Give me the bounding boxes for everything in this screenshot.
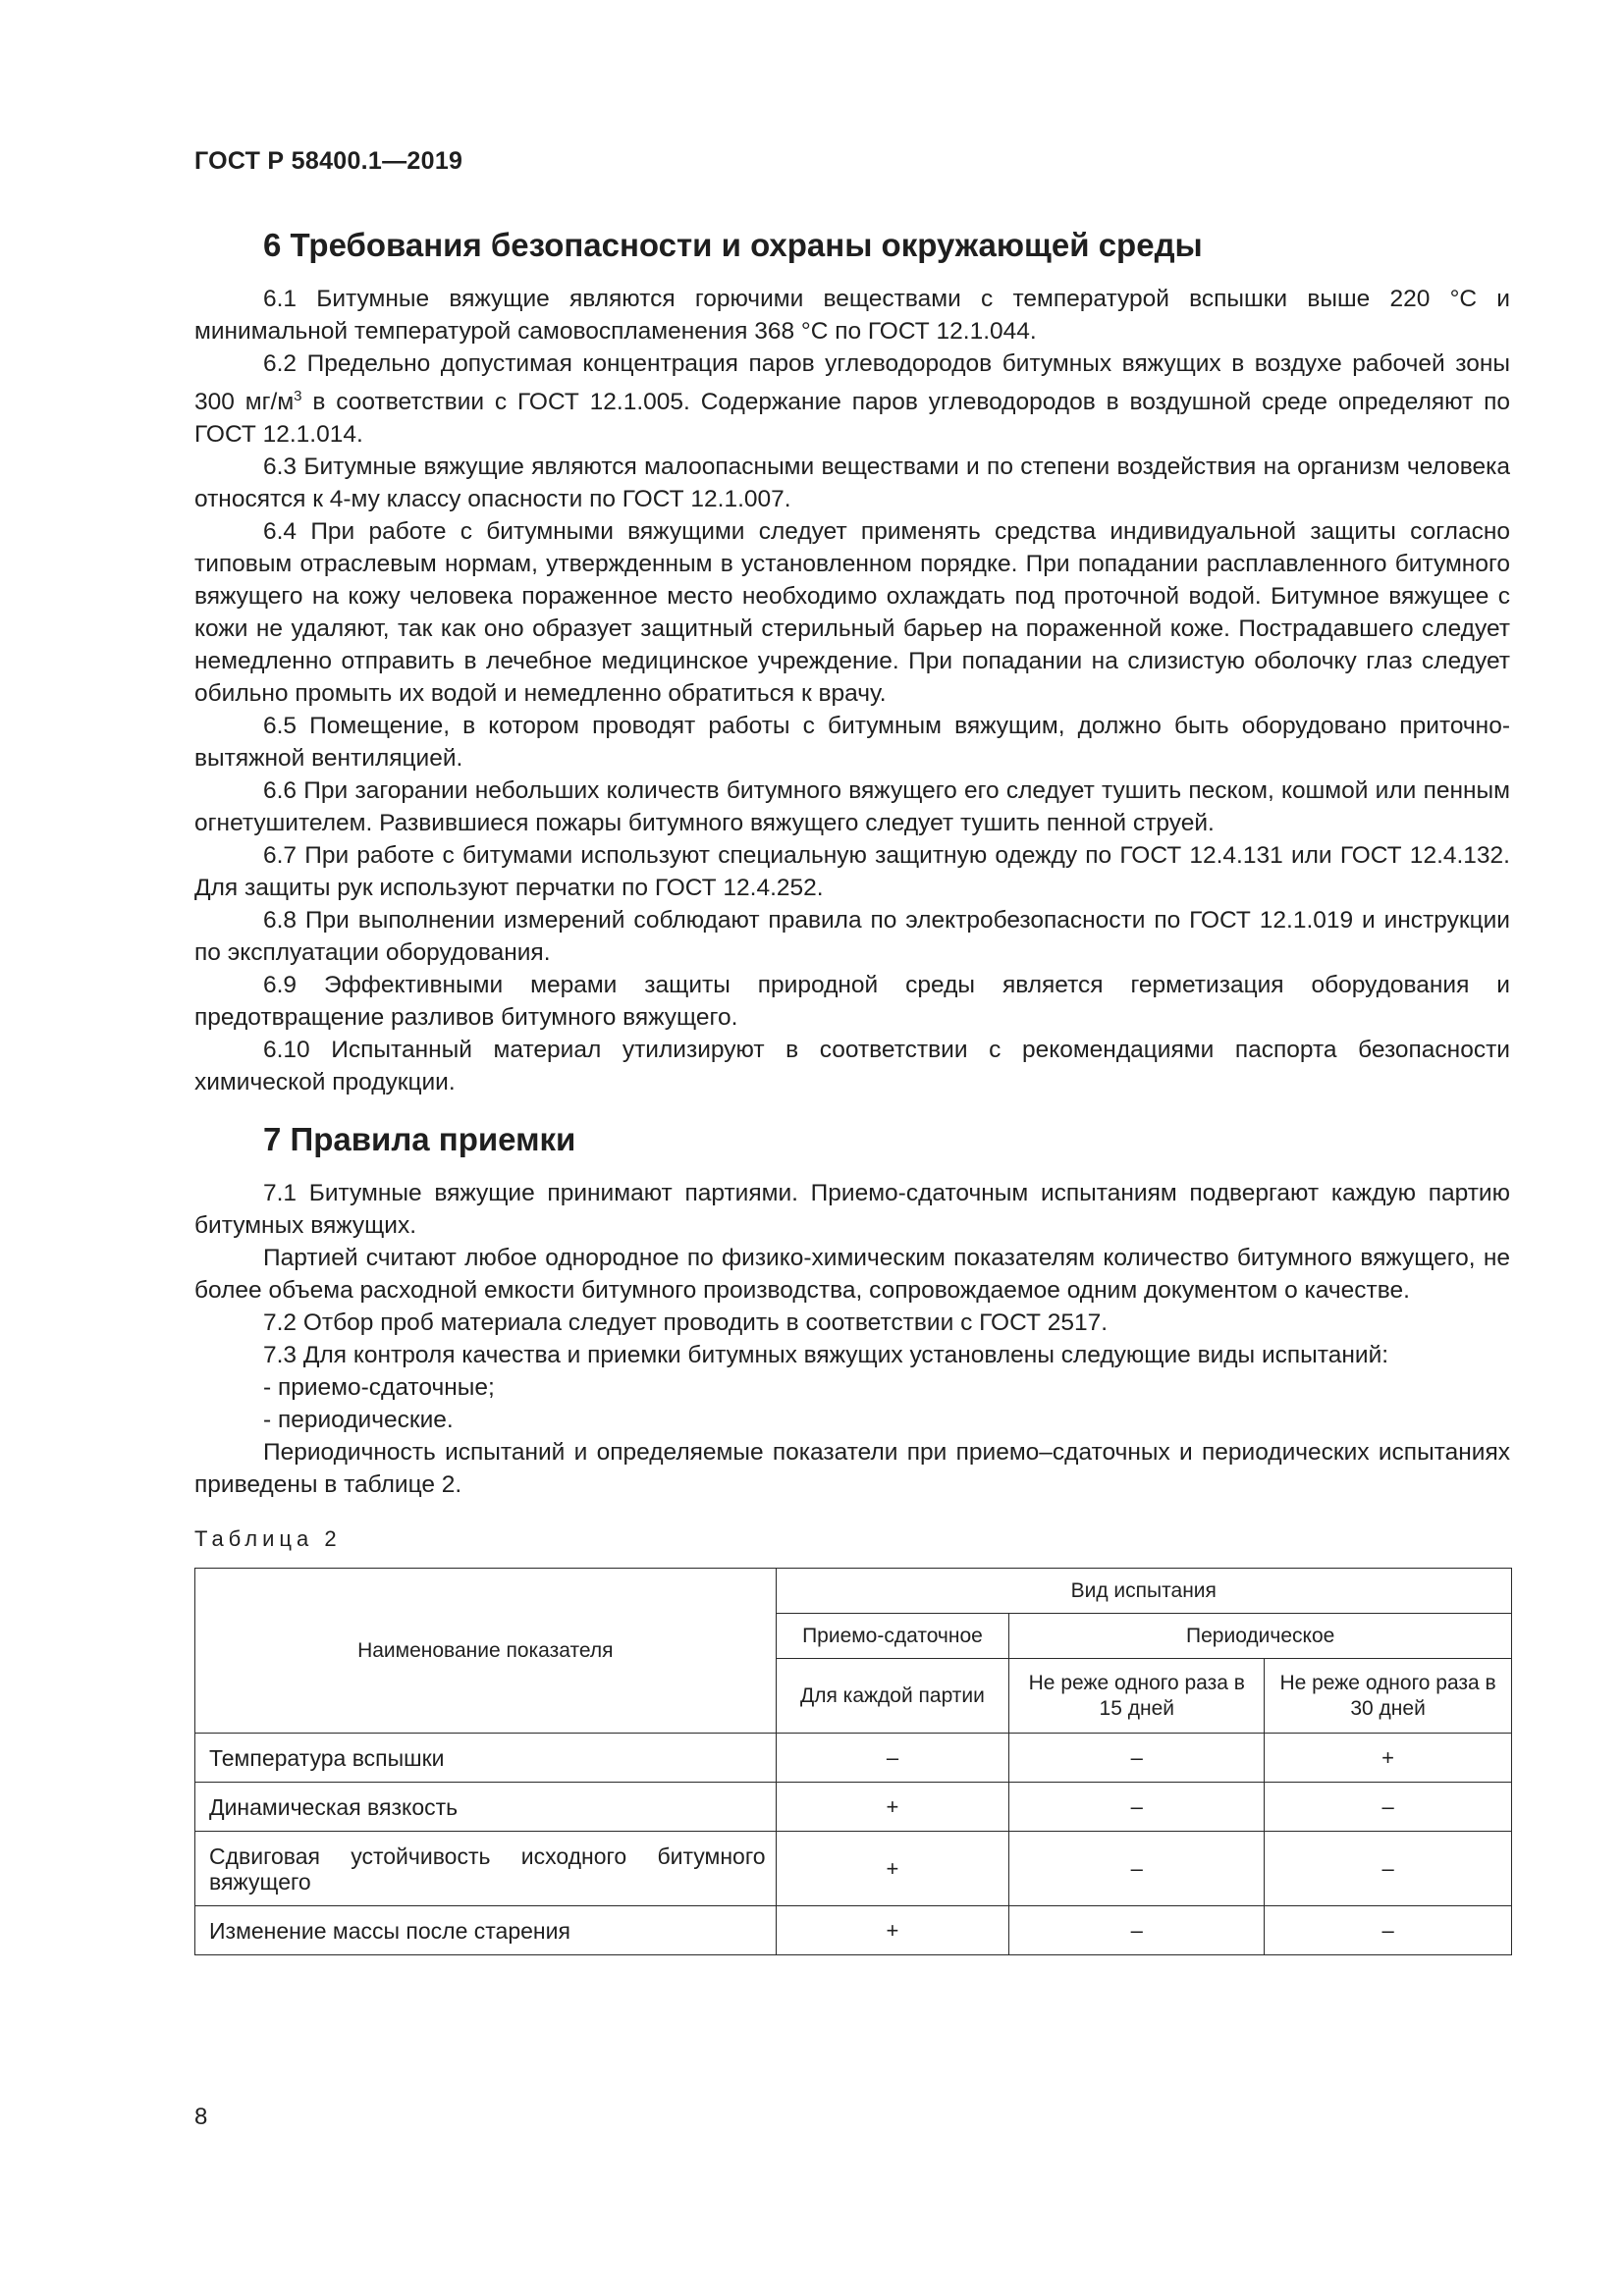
row-30-days-mark: + (1265, 1734, 1512, 1783)
paragraph-6-2-text-b: в соответствии с ГОСТ 12.1.005. Содержание паров углеводородов в воздушной среде определяют по ГОСТ 12.1.014. (194, 389, 1510, 449)
table-head-30-days: Не реже одного раза в 30 дней (1265, 1659, 1512, 1734)
row-acceptance-mark: + (776, 1783, 1009, 1832)
row-acceptance-mark: – (776, 1734, 1009, 1783)
section-6-title: 6 Требования безопасности и охраны окружающей среды (263, 227, 1203, 263)
table-head-acceptance: Приемо-сдаточное (776, 1614, 1009, 1659)
row-30-days-mark: – (1265, 1832, 1512, 1906)
table-2 (194, 1568, 1512, 1955)
table-head-15-days: Не реже одного раза в 15 дней (1009, 1659, 1265, 1734)
row-name: Сдвиговая устойчивость исходного битумного вяжущего (195, 1832, 777, 1906)
table-head-periodic: Периодическое (1009, 1614, 1512, 1659)
row-acceptance-mark: + (776, 1832, 1009, 1906)
table-caption: Таблица 2 (194, 1526, 342, 1552)
row-15-days-mark: – (1009, 1734, 1265, 1783)
table-row (195, 1734, 1512, 1783)
paragraph-6-1: 6.1 Битумные вяжущие являются горючими веществами с температурой вспышки выше 220 °С и минимальной температурой самовоспламенения 368 °С по ГОСТ 12.1.044. (194, 286, 1510, 345)
row-15-days-mark: – (1009, 1783, 1265, 1832)
superscript-3: 3 (294, 388, 302, 404)
row-name: Температура вспышки (195, 1734, 777, 1783)
paragraph-6-4: 6.4 При работе с битумными вяжущими следует применять средства индивидуальной защиты согласно типовым отраслевым нормам, утвержденным в установленном порядке. При попадании расплавленного битумного вяжущего на кожу человека пораженное место необходимо охлаждать под проточной водой. Битумное вяжущее с кожи не удаляют, так как оно образует защитный стерильный барьер на пораженной коже. Пострадавшего следует немедленно отправить в лечебное медицинское учреждение. При попадании на слизистую оболочку глаз следует обильно промыть их водой и немедленно обратиться к врачу. (194, 518, 1510, 708)
paragraph-6-9: 6.9 Эффективными мерами защиты природной среды является герметизация оборудования и предотвращение разливов битумного вяжущего. (194, 972, 1510, 1032)
paragraph-7-3: 7.3 Для контроля качества и приемки битумных вяжущих установлены следующие виды испытаний: (263, 1342, 1389, 1369)
paragraph-7-2: 7.2 Отбор проб материала следует проводить в соответствии с ГОСТ 2517. (263, 1309, 1109, 1337)
table-row (195, 1906, 1512, 1955)
paragraph-7-1-batch: Партией считают любое однородное по физико-химическим показателям количество битумного вяжущего, не более объема расходной емкости битумного производства, сопровождаемое одним документом о качестве. (194, 1245, 1510, 1305)
paragraph-6-2 (194, 347, 1510, 451)
paragraph-6-6: 6.6 При загорании небольших количеств битумного вяжущего его следует тушить песком, кошмой или пенным огнетушителем. Развившиеся пожары битумного вяжущего следует тушить пенной струей. (194, 777, 1510, 837)
row-acceptance-mark: + (776, 1906, 1009, 1955)
list-item-periodic: - периодические. (263, 1407, 454, 1434)
row-30-days-mark: – (1265, 1783, 1512, 1832)
row-15-days-mark: – (1009, 1832, 1265, 1906)
paragraph-7-1: 7.1 Битумные вяжущие принимают партиями. Приемо-сдаточным испытаниям подвергают каждую партию битумных вяжущих. (194, 1180, 1510, 1240)
row-15-days-mark: – (1009, 1906, 1265, 1955)
section-7-title: 7 Правила приемки (263, 1121, 576, 1158)
table-head-test-type: Вид испытания (776, 1569, 1511, 1614)
row-name: Изменение массы после старения (195, 1906, 777, 1955)
page-number: 8 (194, 2104, 208, 2130)
document-code: ГОСТ Р 58400.1—2019 (194, 147, 463, 175)
paragraph-6-10: 6.10 Испытанный материал утилизируют в соответствии с рекомендациями паспорта безопасности химической продукции. (194, 1037, 1510, 1096)
table-row (195, 1832, 1512, 1906)
table-head-each-batch: Для каждой партии (776, 1659, 1009, 1734)
paragraph-6-7: 6.7 При работе с битумами используют специальную защитную одежду по ГОСТ 12.4.131 или ГОСТ 12.4.132. Для защиты рук используют перчатки по ГОСТ 12.4.252. (194, 842, 1510, 902)
row-30-days-mark: – (1265, 1906, 1512, 1955)
paragraph-6-2-text-a: 6.2 Предельно допустимая концентрация паров углеводородов битумных вяжущих в воздухе рабочей зоны 300 мг/м (194, 350, 1510, 416)
row-name: Динамическая вязкость (195, 1783, 777, 1832)
table-head-indicator-name: Наименование показателя (195, 1569, 777, 1734)
list-item-acceptance: - приемо-сдаточные; (263, 1374, 495, 1402)
paragraph-6-8: 6.8 При выполнении измерений соблюдают правила по электробезопасности по ГОСТ 12.1.019 и инструкции по эксплуатации оборудования. (194, 907, 1510, 967)
table-row (195, 1783, 1512, 1832)
paragraph-6-3: 6.3 Битумные вяжущие являются малоопасными веществами и по степени воздействия на организм человека относятся к 4-му классу опасности по ГОСТ 12.1.007. (194, 454, 1510, 513)
page-content (194, 226, 1510, 1955)
paragraph-6-5: 6.5 Помещение, в котором проводят работы с битумным вяжущим, должно быть оборудовано приточно-вытяжной вентиляцией. (194, 713, 1510, 773)
paragraph-7-3-table-ref: Периодичность испытаний и определяемые показатели при приемо–сдаточных и периодических испытаниях приведены в таблице 2. (194, 1439, 1510, 1499)
